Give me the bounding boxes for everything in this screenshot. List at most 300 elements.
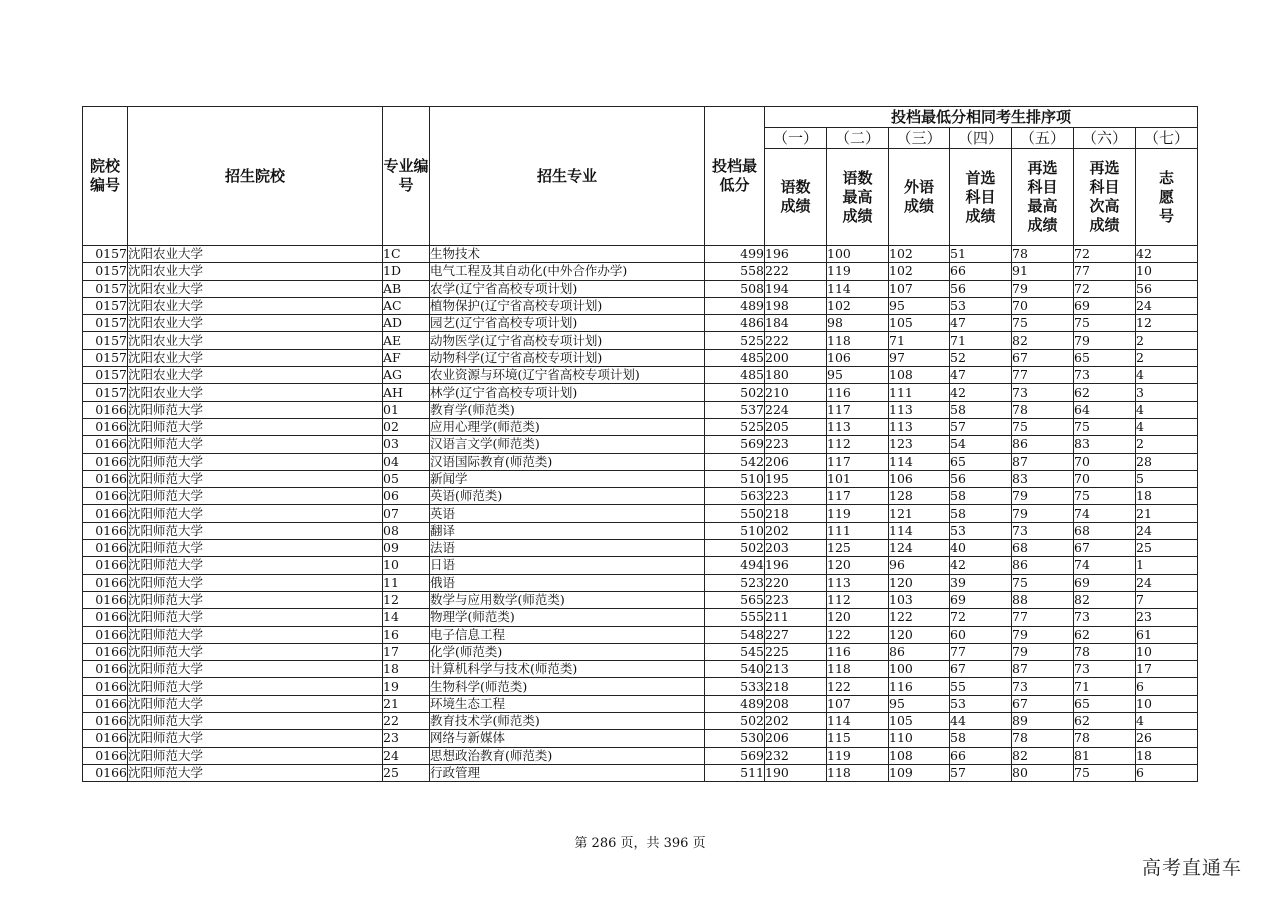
header-sort-label: 再选科目最高成绩 bbox=[1012, 149, 1074, 246]
cell-major-name: 汉语国际教育(师范类) bbox=[430, 453, 705, 470]
cell-major-name: 动物科学(辽宁省高校专项计划) bbox=[430, 349, 705, 366]
cell-sort-5: 78 bbox=[1012, 730, 1074, 747]
cell-sort-6: 64 bbox=[1074, 401, 1136, 418]
cell-major-name: 日语 bbox=[430, 557, 705, 574]
cell-sort-3: 103 bbox=[889, 591, 950, 608]
cell-major-code: 01 bbox=[383, 401, 430, 418]
cell-sort-2: 119 bbox=[827, 747, 889, 764]
header-sort-num: （五） bbox=[1012, 128, 1074, 149]
cell-sort-4: 40 bbox=[950, 540, 1012, 557]
cell-sort-7: 5 bbox=[1136, 470, 1198, 487]
cell-sort-2: 120 bbox=[827, 609, 889, 626]
cell-sort-3: 113 bbox=[889, 418, 950, 435]
cell-sort-1: 220 bbox=[765, 574, 827, 591]
cell-school-name: 沈阳师范大学 bbox=[128, 695, 383, 712]
cell-sort-7: 23 bbox=[1136, 609, 1198, 626]
cell-major-code: AE bbox=[383, 332, 430, 349]
cell-sort-1: 190 bbox=[765, 764, 827, 781]
cell-sort-6: 82 bbox=[1074, 591, 1136, 608]
cell-min-score: 502 bbox=[705, 713, 765, 730]
cell-sort-6: 68 bbox=[1074, 522, 1136, 539]
header-sort-label: 首选科目成绩 bbox=[950, 149, 1012, 246]
cell-school-name: 沈阳师范大学 bbox=[128, 678, 383, 695]
cell-sort-1: 222 bbox=[765, 263, 827, 280]
cell-sort-4: 77 bbox=[950, 643, 1012, 660]
cell-school-name: 沈阳师范大学 bbox=[128, 522, 383, 539]
cell-sort-7: 25 bbox=[1136, 540, 1198, 557]
cell-sort-6: 75 bbox=[1074, 315, 1136, 332]
cell-sort-7: 17 bbox=[1136, 661, 1198, 678]
cell-school-code: 0166 bbox=[83, 695, 128, 712]
table-row bbox=[83, 401, 1198, 418]
cell-sort-2: 112 bbox=[827, 436, 889, 453]
cell-sort-3: 116 bbox=[889, 678, 950, 695]
cell-sort-2: 102 bbox=[827, 297, 889, 314]
cell-sort-3: 111 bbox=[889, 384, 950, 401]
cell-school-code: 0166 bbox=[83, 626, 128, 643]
table-row bbox=[83, 349, 1198, 366]
cell-sort-6: 71 bbox=[1074, 678, 1136, 695]
cell-major-name: 数学与应用数学(师范类) bbox=[430, 591, 705, 608]
cell-major-code: AD bbox=[383, 315, 430, 332]
cell-school-name: 沈阳师范大学 bbox=[128, 591, 383, 608]
cell-major-code: AB bbox=[383, 280, 430, 297]
cell-sort-6: 65 bbox=[1074, 349, 1136, 366]
table-row bbox=[83, 591, 1198, 608]
cell-major-name: 生物科学(师范类) bbox=[430, 678, 705, 695]
cell-sort-4: 65 bbox=[950, 453, 1012, 470]
cell-sort-6: 79 bbox=[1074, 332, 1136, 349]
cell-school-name: 沈阳师范大学 bbox=[128, 540, 383, 557]
table-row bbox=[83, 280, 1198, 297]
cell-sort-6: 77 bbox=[1074, 263, 1136, 280]
header-major-name: 招生专业 bbox=[430, 107, 705, 246]
cell-sort-7: 24 bbox=[1136, 522, 1198, 539]
cell-school-name: 沈阳师范大学 bbox=[128, 609, 383, 626]
cell-school-code: 0166 bbox=[83, 678, 128, 695]
cell-major-name: 环境生态工程 bbox=[430, 695, 705, 712]
cell-sort-4: 47 bbox=[950, 367, 1012, 384]
cell-sort-1: 225 bbox=[765, 643, 827, 660]
cell-sort-7: 61 bbox=[1136, 626, 1198, 643]
cell-sort-7: 28 bbox=[1136, 453, 1198, 470]
cell-sort-3: 120 bbox=[889, 574, 950, 591]
header-sort-label: 语数成绩 bbox=[765, 149, 827, 246]
cell-sort-6: 69 bbox=[1074, 297, 1136, 314]
cell-sort-2: 115 bbox=[827, 730, 889, 747]
watermark: 高考直通车 bbox=[1142, 857, 1243, 879]
cell-sort-3: 114 bbox=[889, 522, 950, 539]
cell-sort-6: 62 bbox=[1074, 626, 1136, 643]
cell-sort-1: 211 bbox=[765, 609, 827, 626]
cell-sort-5: 83 bbox=[1012, 470, 1074, 487]
cell-sort-5: 87 bbox=[1012, 661, 1074, 678]
cell-major-name: 植物保护(辽宁省高校专项计划) bbox=[430, 297, 705, 314]
header-sort-label: 语数最高成绩 bbox=[827, 149, 889, 246]
cell-sort-3: 102 bbox=[889, 246, 950, 263]
cell-school-code: 0157 bbox=[83, 263, 128, 280]
cell-sort-2: 119 bbox=[827, 263, 889, 280]
cell-min-score: 510 bbox=[705, 470, 765, 487]
cell-min-score: 486 bbox=[705, 315, 765, 332]
cell-sort-7: 2 bbox=[1136, 436, 1198, 453]
cell-sort-3: 109 bbox=[889, 764, 950, 781]
cell-sort-6: 75 bbox=[1074, 764, 1136, 781]
cell-sort-1: 232 bbox=[765, 747, 827, 764]
cell-sort-5: 73 bbox=[1012, 522, 1074, 539]
cell-major-name: 俄语 bbox=[430, 574, 705, 591]
admission-table bbox=[82, 106, 1198, 782]
cell-school-name: 沈阳农业大学 bbox=[128, 384, 383, 401]
cell-sort-5: 68 bbox=[1012, 540, 1074, 557]
cell-sort-4: 66 bbox=[950, 263, 1012, 280]
header-min-score: 投档最低分 bbox=[705, 107, 765, 246]
cell-sort-7: 10 bbox=[1136, 695, 1198, 712]
cell-sort-1: 194 bbox=[765, 280, 827, 297]
cell-sort-2: 120 bbox=[827, 557, 889, 574]
cell-major-name: 物理学(师范类) bbox=[430, 609, 705, 626]
cell-sort-4: 42 bbox=[950, 557, 1012, 574]
cell-school-name: 沈阳师范大学 bbox=[128, 730, 383, 747]
cell-sort-2: 118 bbox=[827, 764, 889, 781]
cell-sort-6: 75 bbox=[1074, 488, 1136, 505]
cell-min-score: 499 bbox=[705, 246, 765, 263]
cell-sort-6: 70 bbox=[1074, 470, 1136, 487]
cell-sort-1: 223 bbox=[765, 488, 827, 505]
cell-sort-1: 202 bbox=[765, 713, 827, 730]
cell-major-name: 行政管理 bbox=[430, 764, 705, 781]
cell-min-score: 489 bbox=[705, 297, 765, 314]
cell-sort-4: 51 bbox=[950, 246, 1012, 263]
table-row bbox=[83, 488, 1198, 505]
cell-school-name: 沈阳师范大学 bbox=[128, 470, 383, 487]
cell-sort-4: 47 bbox=[950, 315, 1012, 332]
cell-min-score: 565 bbox=[705, 591, 765, 608]
cell-sort-1: 195 bbox=[765, 470, 827, 487]
cell-sort-1: 218 bbox=[765, 505, 827, 522]
cell-school-name: 沈阳农业大学 bbox=[128, 280, 383, 297]
cell-sort-3: 97 bbox=[889, 349, 950, 366]
cell-sort-1: 184 bbox=[765, 315, 827, 332]
cell-school-name: 沈阳师范大学 bbox=[128, 643, 383, 660]
table-row bbox=[83, 713, 1198, 730]
cell-sort-1: 210 bbox=[765, 384, 827, 401]
cell-school-name: 沈阳师范大学 bbox=[128, 557, 383, 574]
cell-school-name: 沈阳师范大学 bbox=[128, 505, 383, 522]
cell-major-code: 02 bbox=[383, 418, 430, 435]
cell-sort-2: 117 bbox=[827, 453, 889, 470]
cell-sort-1: 202 bbox=[765, 522, 827, 539]
cell-sort-6: 72 bbox=[1074, 246, 1136, 263]
table-row bbox=[83, 470, 1198, 487]
cell-sort-2: 113 bbox=[827, 418, 889, 435]
cell-min-score: 502 bbox=[705, 384, 765, 401]
cell-major-code: 16 bbox=[383, 626, 430, 643]
cell-sort-4: 53 bbox=[950, 297, 1012, 314]
header-major-code: 专业编号 bbox=[383, 107, 430, 246]
cell-sort-3: 108 bbox=[889, 367, 950, 384]
cell-sort-3: 71 bbox=[889, 332, 950, 349]
cell-sort-4: 53 bbox=[950, 695, 1012, 712]
header-sort-label: 志愿号 bbox=[1136, 149, 1198, 246]
cell-major-name: 生物技术 bbox=[430, 246, 705, 263]
cell-min-score: 494 bbox=[705, 557, 765, 574]
cell-major-name: 网络与新媒体 bbox=[430, 730, 705, 747]
cell-major-code: 09 bbox=[383, 540, 430, 557]
cell-sort-3: 120 bbox=[889, 626, 950, 643]
cell-sort-6: 78 bbox=[1074, 730, 1136, 747]
cell-min-score: 525 bbox=[705, 332, 765, 349]
cell-sort-4: 71 bbox=[950, 332, 1012, 349]
cell-school-code: 0166 bbox=[83, 730, 128, 747]
table-row bbox=[83, 418, 1198, 435]
cell-sort-7: 10 bbox=[1136, 263, 1198, 280]
cell-sort-5: 80 bbox=[1012, 764, 1074, 781]
cell-sort-3: 123 bbox=[889, 436, 950, 453]
cell-major-code: 25 bbox=[383, 764, 430, 781]
table-row bbox=[83, 297, 1198, 314]
cell-sort-3: 108 bbox=[889, 747, 950, 764]
cell-sort-7: 2 bbox=[1136, 332, 1198, 349]
cell-min-score: 537 bbox=[705, 401, 765, 418]
cell-major-name: 电气工程及其自动化(中外合作办学) bbox=[430, 263, 705, 280]
cell-school-code: 0157 bbox=[83, 280, 128, 297]
cell-school-code: 0157 bbox=[83, 315, 128, 332]
cell-major-name: 英语 bbox=[430, 505, 705, 522]
table-row bbox=[83, 695, 1198, 712]
table-row bbox=[83, 678, 1198, 695]
header-sort-label: 外语成绩 bbox=[889, 149, 950, 246]
cell-sort-5: 78 bbox=[1012, 246, 1074, 263]
cell-major-code: 24 bbox=[383, 747, 430, 764]
cell-sort-2: 117 bbox=[827, 401, 889, 418]
cell-school-code: 0166 bbox=[83, 418, 128, 435]
cell-sort-4: 69 bbox=[950, 591, 1012, 608]
cell-school-name: 沈阳农业大学 bbox=[128, 297, 383, 314]
cell-sort-2: 111 bbox=[827, 522, 889, 539]
cell-sort-5: 88 bbox=[1012, 591, 1074, 608]
table-row bbox=[83, 661, 1198, 678]
cell-min-score: 502 bbox=[705, 540, 765, 557]
cell-school-name: 沈阳师范大学 bbox=[128, 401, 383, 418]
cell-school-code: 0166 bbox=[83, 453, 128, 470]
cell-major-name: 法语 bbox=[430, 540, 705, 557]
header-sort-num: （一） bbox=[765, 128, 827, 149]
cell-school-name: 沈阳师范大学 bbox=[128, 574, 383, 591]
cell-min-score: 485 bbox=[705, 367, 765, 384]
header-sort-num: （六） bbox=[1074, 128, 1136, 149]
cell-sort-5: 70 bbox=[1012, 297, 1074, 314]
cell-school-code: 0166 bbox=[83, 609, 128, 626]
cell-sort-6: 75 bbox=[1074, 418, 1136, 435]
cell-sort-7: 2 bbox=[1136, 349, 1198, 366]
cell-major-name: 农业资源与环境(辽宁省高校专项计划) bbox=[430, 367, 705, 384]
cell-sort-5: 79 bbox=[1012, 505, 1074, 522]
cell-sort-4: 67 bbox=[950, 661, 1012, 678]
cell-major-code: 14 bbox=[383, 609, 430, 626]
cell-sort-3: 107 bbox=[889, 280, 950, 297]
cell-min-score: 558 bbox=[705, 263, 765, 280]
table-row bbox=[83, 436, 1198, 453]
cell-major-code: AG bbox=[383, 367, 430, 384]
header-sort-num: （二） bbox=[827, 128, 889, 149]
cell-major-code: 22 bbox=[383, 713, 430, 730]
cell-school-code: 0166 bbox=[83, 540, 128, 557]
cell-sort-6: 74 bbox=[1074, 505, 1136, 522]
cell-sort-5: 79 bbox=[1012, 626, 1074, 643]
cell-sort-4: 55 bbox=[950, 678, 1012, 695]
table-row bbox=[83, 246, 1198, 263]
cell-sort-5: 86 bbox=[1012, 557, 1074, 574]
cell-school-name: 沈阳师范大学 bbox=[128, 747, 383, 764]
cell-sort-6: 62 bbox=[1074, 384, 1136, 401]
cell-school-name: 沈阳师范大学 bbox=[128, 626, 383, 643]
cell-major-name: 园艺(辽宁省高校专项计划) bbox=[430, 315, 705, 332]
cell-major-code: 18 bbox=[383, 661, 430, 678]
cell-sort-3: 121 bbox=[889, 505, 950, 522]
cell-sort-2: 118 bbox=[827, 661, 889, 678]
cell-major-name: 应用心理学(师范类) bbox=[430, 418, 705, 435]
cell-sort-6: 73 bbox=[1074, 609, 1136, 626]
cell-sort-2: 118 bbox=[827, 332, 889, 349]
cell-sort-4: 39 bbox=[950, 574, 1012, 591]
header-sort-num: （三） bbox=[889, 128, 950, 149]
cell-school-name: 沈阳师范大学 bbox=[128, 436, 383, 453]
cell-sort-1: 224 bbox=[765, 401, 827, 418]
cell-sort-5: 87 bbox=[1012, 453, 1074, 470]
cell-sort-5: 67 bbox=[1012, 349, 1074, 366]
cell-major-code: 11 bbox=[383, 574, 430, 591]
cell-major-name: 汉语言文学(师范类) bbox=[430, 436, 705, 453]
cell-sort-5: 77 bbox=[1012, 367, 1074, 384]
cell-school-code: 0157 bbox=[83, 349, 128, 366]
cell-major-code: 07 bbox=[383, 505, 430, 522]
cell-sort-4: 60 bbox=[950, 626, 1012, 643]
cell-sort-1: 205 bbox=[765, 418, 827, 435]
cell-sort-2: 100 bbox=[827, 246, 889, 263]
cell-min-score: 508 bbox=[705, 280, 765, 297]
cell-sort-3: 100 bbox=[889, 661, 950, 678]
cell-sort-7: 10 bbox=[1136, 643, 1198, 660]
cell-min-score: 489 bbox=[705, 695, 765, 712]
cell-sort-3: 122 bbox=[889, 609, 950, 626]
cell-sort-4: 58 bbox=[950, 730, 1012, 747]
cell-sort-3: 96 bbox=[889, 557, 950, 574]
cell-min-score: 540 bbox=[705, 661, 765, 678]
cell-sort-5: 91 bbox=[1012, 263, 1074, 280]
cell-sort-2: 116 bbox=[827, 643, 889, 660]
cell-sort-2: 122 bbox=[827, 678, 889, 695]
cell-sort-1: 222 bbox=[765, 332, 827, 349]
cell-min-score: 485 bbox=[705, 349, 765, 366]
cell-school-code: 0166 bbox=[83, 713, 128, 730]
cell-sort-1: 200 bbox=[765, 349, 827, 366]
cell-school-code: 0166 bbox=[83, 436, 128, 453]
cell-sort-6: 72 bbox=[1074, 280, 1136, 297]
cell-school-code: 0166 bbox=[83, 661, 128, 678]
cell-sort-7: 18 bbox=[1136, 488, 1198, 505]
cell-sort-6: 81 bbox=[1074, 747, 1136, 764]
cell-sort-6: 62 bbox=[1074, 713, 1136, 730]
cell-school-name: 沈阳农业大学 bbox=[128, 246, 383, 263]
cell-min-score: 525 bbox=[705, 418, 765, 435]
cell-school-code: 0157 bbox=[83, 384, 128, 401]
cell-major-name: 思想政治教育(师范类) bbox=[430, 747, 705, 764]
cell-school-name: 沈阳农业大学 bbox=[128, 367, 383, 384]
cell-school-name: 沈阳农业大学 bbox=[128, 349, 383, 366]
cell-min-score: 548 bbox=[705, 626, 765, 643]
cell-sort-4: 72 bbox=[950, 609, 1012, 626]
cell-major-name: 英语(师范类) bbox=[430, 488, 705, 505]
cell-sort-2: 107 bbox=[827, 695, 889, 712]
cell-sort-7: 24 bbox=[1136, 574, 1198, 591]
cell-school-name: 沈阳农业大学 bbox=[128, 263, 383, 280]
cell-sort-4: 57 bbox=[950, 764, 1012, 781]
cell-sort-5: 78 bbox=[1012, 401, 1074, 418]
cell-sort-7: 4 bbox=[1136, 401, 1198, 418]
cell-sort-4: 58 bbox=[950, 488, 1012, 505]
cell-sort-5: 75 bbox=[1012, 574, 1074, 591]
cell-sort-1: 223 bbox=[765, 436, 827, 453]
cell-major-code: 12 bbox=[383, 591, 430, 608]
cell-sort-7: 6 bbox=[1136, 678, 1198, 695]
cell-major-name: 电子信息工程 bbox=[430, 626, 705, 643]
cell-major-code: 1D bbox=[383, 263, 430, 280]
cell-sort-5: 77 bbox=[1012, 609, 1074, 626]
table-row bbox=[83, 522, 1198, 539]
cell-min-score: 555 bbox=[705, 609, 765, 626]
cell-school-code: 0166 bbox=[83, 574, 128, 591]
cell-major-code: 19 bbox=[383, 678, 430, 695]
cell-major-code: 21 bbox=[383, 695, 430, 712]
cell-school-code: 0166 bbox=[83, 591, 128, 608]
table-row bbox=[83, 332, 1198, 349]
cell-sort-2: 106 bbox=[827, 349, 889, 366]
cell-min-score: 542 bbox=[705, 453, 765, 470]
cell-min-score: 550 bbox=[705, 505, 765, 522]
cell-sort-7: 12 bbox=[1136, 315, 1198, 332]
cell-sort-3: 95 bbox=[889, 695, 950, 712]
table-row bbox=[83, 730, 1198, 747]
cell-sort-1: 180 bbox=[765, 367, 827, 384]
cell-sort-6: 67 bbox=[1074, 540, 1136, 557]
cell-sort-6: 74 bbox=[1074, 557, 1136, 574]
cell-school-name: 沈阳师范大学 bbox=[128, 764, 383, 781]
cell-sort-3: 124 bbox=[889, 540, 950, 557]
cell-school-name: 沈阳师范大学 bbox=[128, 418, 383, 435]
cell-sort-1: 208 bbox=[765, 695, 827, 712]
cell-sort-4: 56 bbox=[950, 470, 1012, 487]
cell-school-code: 0166 bbox=[83, 505, 128, 522]
table-row bbox=[83, 626, 1198, 643]
cell-sort-4: 57 bbox=[950, 418, 1012, 435]
cell-school-code: 0166 bbox=[83, 401, 128, 418]
cell-sort-5: 79 bbox=[1012, 280, 1074, 297]
cell-major-code: 08 bbox=[383, 522, 430, 539]
cell-sort-5: 75 bbox=[1012, 315, 1074, 332]
cell-sort-3: 105 bbox=[889, 713, 950, 730]
cell-sort-5: 79 bbox=[1012, 643, 1074, 660]
cell-sort-3: 106 bbox=[889, 470, 950, 487]
cell-school-code: 0166 bbox=[83, 488, 128, 505]
cell-sort-5: 79 bbox=[1012, 488, 1074, 505]
cell-sort-4: 58 bbox=[950, 505, 1012, 522]
cell-major-code: 05 bbox=[383, 470, 430, 487]
cell-major-code: 17 bbox=[383, 643, 430, 660]
cell-sort-6: 69 bbox=[1074, 574, 1136, 591]
cell-sort-4: 42 bbox=[950, 384, 1012, 401]
cell-sort-6: 70 bbox=[1074, 453, 1136, 470]
